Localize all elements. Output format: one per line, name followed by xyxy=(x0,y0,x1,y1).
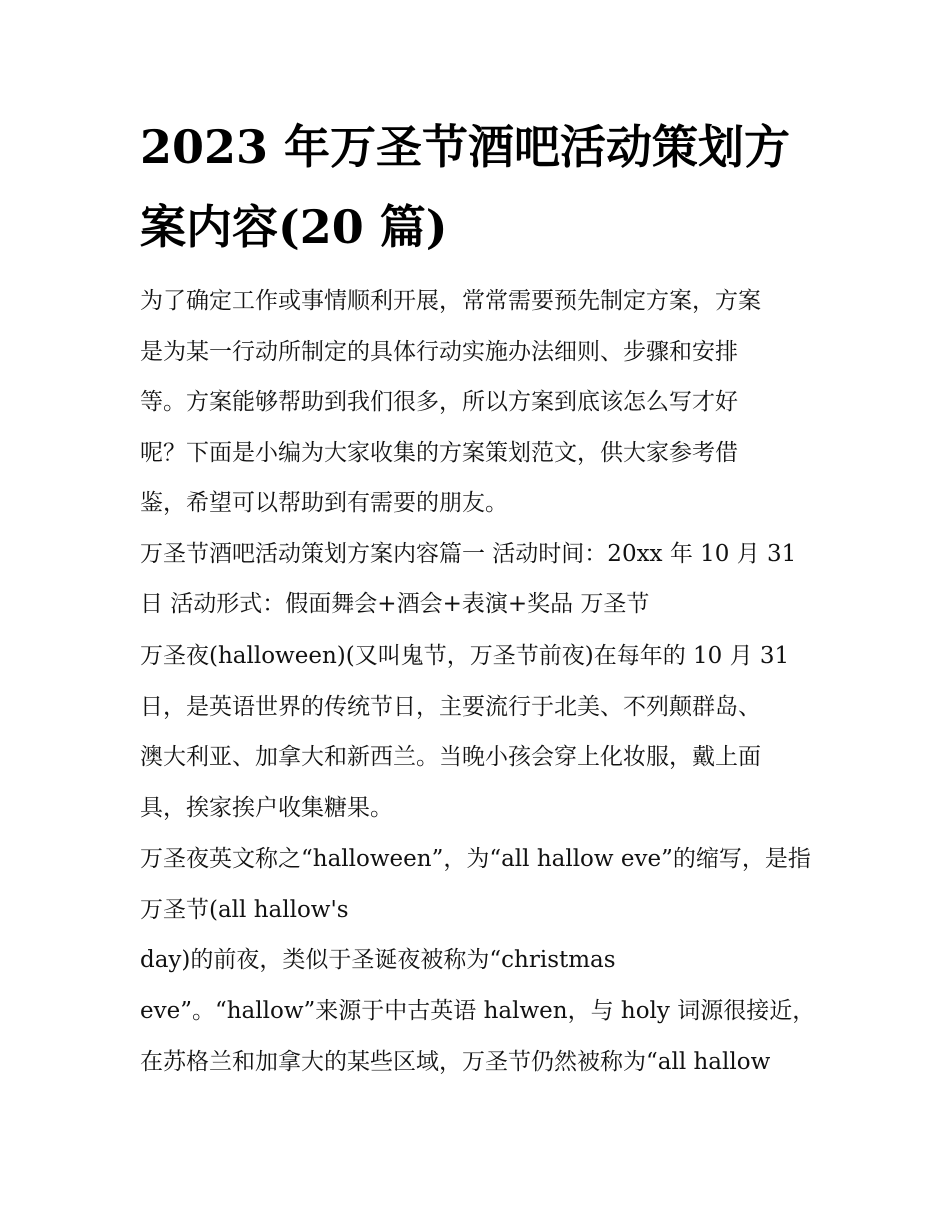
body-text-line: 等。方案能够帮助到我们很多，所以方案到底该怎么写才好 xyxy=(140,389,738,415)
body-text-line: 具，挨家挨户收集糖果。 xyxy=(140,795,393,821)
body-text-line: 在苏格兰和加拿大的某些区域，万圣节仍然被称为“all hallow xyxy=(140,1049,771,1075)
body-text-line: eve”。“hallow”来源于中古英语 halwen，与 holy 词源很接近， xyxy=(140,998,816,1024)
body-text-line: 万圣夜英文称之“halloween”，为“all hallow eve”的缩写，是指 xyxy=(140,846,811,872)
body-text-line: 日 活动形式：假面舞会+酒会+表演+奖品 万圣节 xyxy=(140,591,650,617)
body-text-line: 万圣节酒吧活动策划方案内容篇一 活动时间：20xx 年 10 月 31 xyxy=(140,541,797,567)
body-text-line: 鉴，希望可以帮助到有需要的朋友。 xyxy=(140,490,508,516)
body-text-line: 为了确定工作或事情顺利开展，常常需要预先制定方案，方案 xyxy=(140,288,761,314)
document-title-line-1: 2023 年万圣节酒吧活动策划方 xyxy=(140,120,791,174)
document-title-line-2: 案内容(20 篇) xyxy=(140,200,448,254)
body-text-line: 是为某一行动所制定的具体行动实施办法细则、步骤和安排 xyxy=(140,339,738,365)
body-text-line: 万圣夜(halloween)(又叫鬼节，万圣节前夜)在每年的 10 月 31 xyxy=(140,643,790,669)
body-text-line: 澳大利亚、加拿大和新西兰。当晚小孩会穿上化妆服，戴上面 xyxy=(140,744,761,770)
body-text-line: 万圣节(all hallow's xyxy=(140,897,349,923)
body-text-line: day)的前夜，类似于圣诞夜被称为“christmas xyxy=(140,947,616,973)
body-text-line: 日，是英语世界的传统节日，主要流行于北美、不列颠群岛、 xyxy=(140,694,761,720)
body-text-line: 呢？下面是小编为大家收集的方案策划范文，供大家参考借 xyxy=(140,440,738,466)
